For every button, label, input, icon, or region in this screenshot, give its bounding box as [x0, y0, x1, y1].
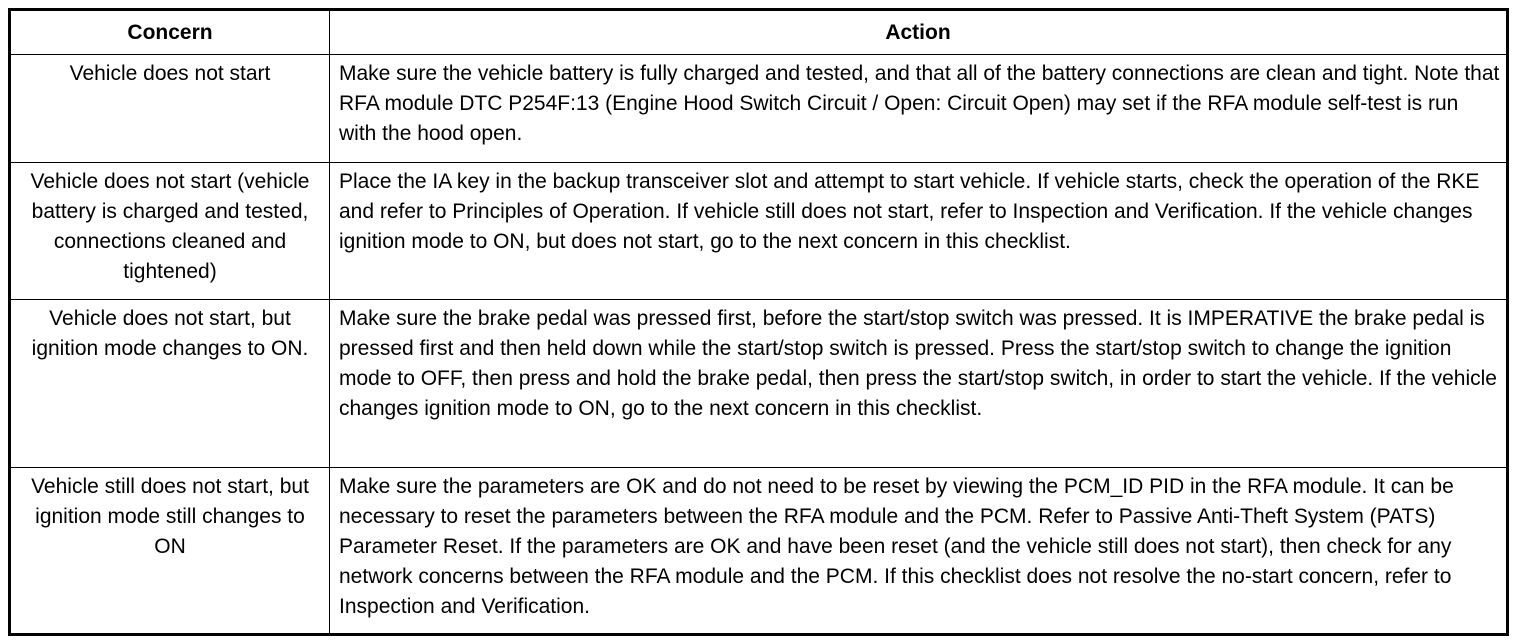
- action-cell: Make sure the vehicle battery is fully charged and tested, and that all of the battery connections are clean and tight. Note that RFA module DTC P254F:13 (Engine Hood Switch Circuit / Open: Circuit Open) may set if the RFA module self-test is run with the hood open.: [330, 55, 1508, 163]
- concern-cell: Vehicle does not start (vehicle battery is charged and tested, connections cleaned and tightened): [10, 163, 330, 300]
- table-row: [10, 163, 1508, 300]
- checklist-table: [8, 8, 1509, 636]
- action-cell: Place the IA key in the backup transceiver slot and attempt to start vehicle. If vehicle starts, check the operation of the RKE and refer to Principles of Operation. If vehicle still does not start, refer to Inspection and Verification. If the vehicle changes ignition mode to ON, but does not start, go to the next concern in this checklist.: [330, 163, 1508, 300]
- concern-cell: Vehicle does not start, but ignition mode changes to ON.: [10, 300, 330, 468]
- checklist-table-container: [8, 8, 1506, 636]
- concern-cell: Vehicle does not start: [10, 55, 330, 163]
- action-column-header: Action: [330, 10, 1508, 55]
- concern-column-header: Concern: [10, 10, 330, 55]
- concern-cell: Vehicle still does not start, but ignition mode still changes to ON: [10, 468, 330, 635]
- table-header-row: [10, 10, 1508, 55]
- table-row: [10, 468, 1508, 635]
- action-cell: Make sure the parameters are OK and do not need to be reset by viewing the PCM_ID PID in the RFA module. It can be necessary to reset the parameters between the RFA module and the PCM. Refer to Passive Anti-Theft System (PATS) Parameter Reset. If the parameters are OK and have been reset (and the vehicle still does not start), then check for any network concerns between the RFA module and the PCM. If this checklist does not resolve the no-start concern, refer to Inspection and Verification.: [330, 468, 1508, 635]
- action-cell: Make sure the brake pedal was pressed first, before the start/stop switch was pressed. It is IMPERATIVE the brake pedal is pressed first and then held down while the start/stop switch is pressed. Press the start/stop switch to change the ignition mode to OFF, then press and hold the brake pedal, then press the start/stop switch, in order to start the vehicle. If the vehicle changes ignition mode to ON, go to the next concern in this checklist.: [330, 300, 1508, 468]
- table-row: [10, 300, 1508, 468]
- table-row: [10, 55, 1508, 163]
